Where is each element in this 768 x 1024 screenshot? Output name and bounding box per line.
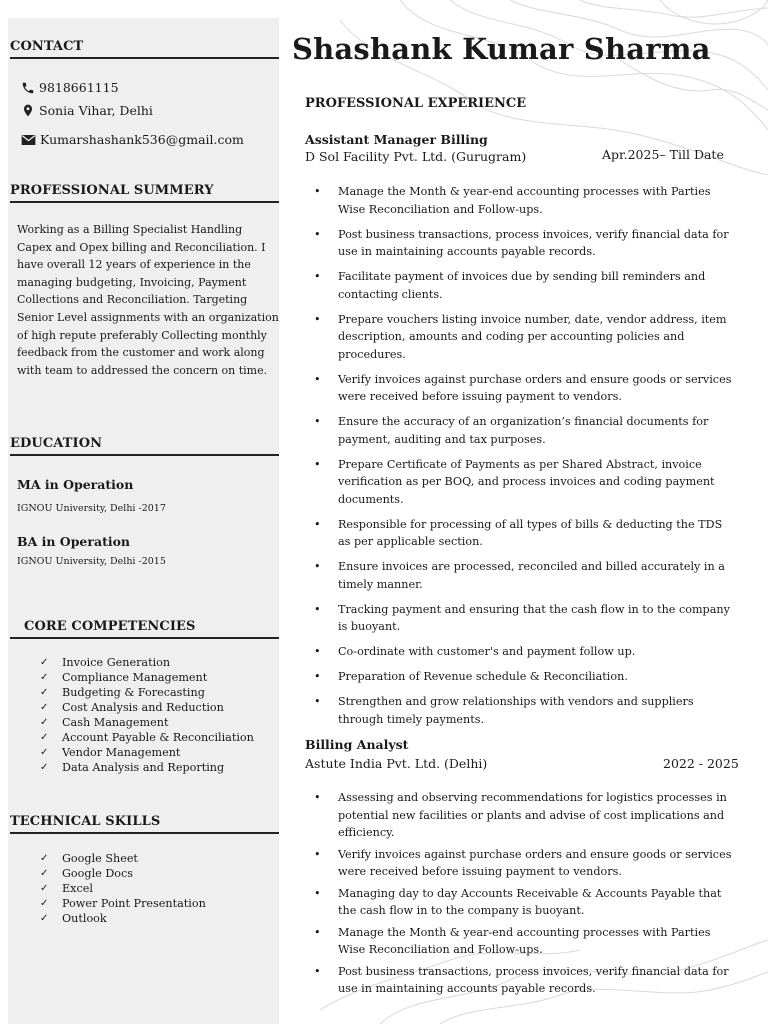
job-title: Assistant Manager Billing [305, 132, 488, 147]
technical-skills-heading: TECHNICAL SKILLS [10, 814, 279, 834]
list-item [305, 268, 735, 303]
bullet-text: Prepare Certificate of Payments as per Shared Abstract, invoice verification as per BOQ, and process invoices and coding payment documents. [338, 457, 715, 506]
list-item [305, 693, 735, 728]
list-item [305, 963, 735, 998]
candidate-name: Shashank Kumar Sharma [292, 32, 711, 66]
bullet-icon: • [314, 791, 321, 804]
list-item [305, 311, 735, 364]
email-link[interactable]: Kumarshashank536@gmail.com [40, 132, 244, 147]
check-icon: ✓ [40, 868, 49, 879]
list-item: ✓ Cost Analysis and Reduction [40, 701, 224, 714]
list-item [305, 846, 735, 881]
list-item [305, 371, 735, 406]
list-item [305, 226, 735, 261]
bullet-icon: • [314, 457, 321, 471]
list-item: ✓ Google Docs [40, 867, 134, 880]
job-responsibilities-list [305, 183, 735, 736]
bullet-icon: • [314, 517, 321, 531]
bullet-text: Managing day to day Accounts Receivable & Accounts Payable that the cash flow in to the company is buoyant. [338, 886, 722, 917]
email-row [21, 132, 244, 147]
bullet-icon: • [314, 560, 321, 573]
list-item [305, 789, 735, 842]
bullet-icon: • [314, 964, 321, 978]
contact-heading: CONTACT [10, 39, 279, 59]
education-degree: MA in Operation [17, 477, 134, 492]
bullet-text: Manage the Month & year-end accounting processes with Parties Wise Reconciliation and Follow-ups. [338, 925, 711, 956]
list-item: ✓ Cash Management [40, 716, 169, 729]
job-title: Billing Analyst [305, 737, 409, 752]
check-icon: ✓ [40, 913, 49, 924]
technical-skills-list [40, 851, 206, 926]
competencies-heading: CORE COMPETENCIES [10, 619, 279, 639]
bullet-icon: • [314, 227, 321, 241]
list-item [305, 456, 735, 509]
education-detail: IGNOU University, Delhi -2017 [17, 503, 166, 514]
bullet-icon: • [314, 312, 321, 326]
list-item [305, 413, 735, 448]
list-item: ✓ Data Analysis and Reporting [40, 761, 225, 774]
list-item: ✓ Invoice Generation [40, 656, 171, 669]
phone-icon [21, 81, 35, 95]
location-text: Sonia Vihar, Delhi [39, 103, 153, 118]
job-company: Astute India Pvt. Ltd. (Delhi) [305, 756, 488, 771]
bullet-text: Post business transactions, process invoices, verify financial data for use in maintaining accounts payable records. [338, 227, 729, 258]
bullet-text: Verify invoices against purchase orders and ensure goods or services were received before issuing payment to vendors. [338, 847, 732, 878]
summary-text: Working as a Billing Specialist Handling Capex and Opex billing and Reconciliation. I have overall 12 years of experience in the managing budgeting, Invoicing, Payment Collections and Reconciliation. Targeting Senior Level assignments with an organization of high repute preferably Collecting monthly feedback from the customer and work along with team to addressed the concern on time. [17, 223, 279, 377]
list-item [305, 183, 735, 218]
list-item: ✓ Compliance Management [40, 671, 208, 684]
bullet-icon: • [314, 886, 321, 900]
list-item [305, 924, 735, 959]
list-item: ✓ Power Point Presentation [40, 897, 206, 910]
check-icon: ✓ [40, 687, 49, 698]
bullet-text: Facilitate payment of invoices due by sending bill reminders and contacting clients. [338, 270, 706, 301]
list-item [305, 558, 735, 593]
list-item [305, 885, 735, 920]
list-item [305, 516, 735, 551]
bullet-icon: • [314, 372, 321, 386]
job-dates: 2022 - 2025 [663, 756, 739, 771]
bullet-text: Preparation of Revenue schedule & Reconciliation. [338, 670, 628, 683]
list-item [305, 601, 735, 636]
list-item [305, 668, 735, 686]
check-icon: ✓ [40, 717, 49, 728]
bullet-icon: • [314, 670, 321, 683]
bullet-icon: • [314, 847, 321, 861]
bullet-icon: • [314, 695, 321, 708]
bullet-text: Post business transactions, process invoices, verify financial data for use in maintaining accounts payable records. [338, 964, 729, 995]
bullet-text: Ensure invoices are processed, reconciled and billed accurately in a timely manner. [338, 560, 725, 591]
bullet-text: Strengthen and grow relationships with vendors and suppliers through timely payments. [338, 695, 694, 726]
list-item: ✓ Budgeting & Forecasting [40, 686, 205, 699]
education-degree: BA in Operation [17, 534, 131, 549]
education-detail: IGNOU University, Delhi -2015 [17, 556, 166, 567]
bullet-text: Responsible for processing of all types of bills & deducting the TDS as per applicable section. [338, 517, 723, 548]
bullet-icon: • [314, 602, 321, 616]
check-icon: ✓ [40, 657, 49, 668]
list-item: ✓ Excel [40, 882, 93, 895]
bullet-icon: • [314, 645, 321, 658]
check-icon: ✓ [40, 702, 49, 713]
bullet-icon: • [314, 270, 321, 283]
check-icon: ✓ [40, 762, 49, 773]
bullet-text: Assessing and observing recommendations for logistics processes in potential new facilities or plants and advise of cost implications and efficiency. [338, 791, 727, 839]
bullet-text: Verify invoices against purchase orders and ensure goods or services were received before issuing payment to vendors. [338, 372, 732, 403]
experience-heading: PROFESSIONAL EXPERIENCE [305, 96, 527, 111]
check-icon: ✓ [40, 883, 49, 894]
location-pin-icon [21, 103, 35, 118]
phone-number: 9818661115 [39, 80, 119, 95]
bullet-text: Ensure the accuracy of an organization’s financial documents for payment, auditing and tax purposes. [338, 415, 709, 446]
mail-icon [21, 134, 36, 146]
check-icon: ✓ [40, 898, 49, 909]
job-company: D Sol Facility Pvt. Ltd. (Gurugram) [305, 149, 527, 164]
bullet-text: Manage the Month & year-end accounting processes with Parties Wise Reconciliation and Follow-ups. [338, 185, 711, 216]
bullet-text: Co-ordinate with customer's and payment follow up. [338, 645, 636, 658]
bullet-icon: • [314, 185, 321, 198]
list-item [305, 643, 735, 661]
summary-heading: PROFESSIONAL SUMMERY [10, 183, 279, 203]
list-item: ✓ Vendor Management [40, 746, 181, 759]
location-row [21, 103, 153, 118]
check-icon: ✓ [40, 853, 49, 864]
bullet-icon: • [314, 925, 321, 939]
list-item: ✓ Outlook [40, 912, 107, 925]
education-heading: EDUCATION [10, 436, 279, 456]
list-item: ✓ Google Sheet [40, 852, 138, 865]
competencies-list [40, 655, 254, 775]
bullet-text: Prepare vouchers listing invoice number, date, vendor address, item description, amounts and coding per accounting policies and procedures. [338, 312, 727, 361]
job-dates: Apr.2025– Till Date [602, 147, 724, 162]
check-icon: ✓ [40, 732, 49, 743]
check-icon: ✓ [40, 672, 49, 683]
bullet-text: Tracking payment and ensuring that the cash flow in to the company is buoyant. [338, 602, 730, 633]
check-icon: ✓ [40, 747, 49, 758]
bullet-icon: • [314, 415, 321, 428]
phone-row [21, 80, 119, 95]
job-responsibilities-list [305, 789, 735, 1002]
list-item: ✓ Account Payable & Reconciliation [40, 731, 254, 744]
